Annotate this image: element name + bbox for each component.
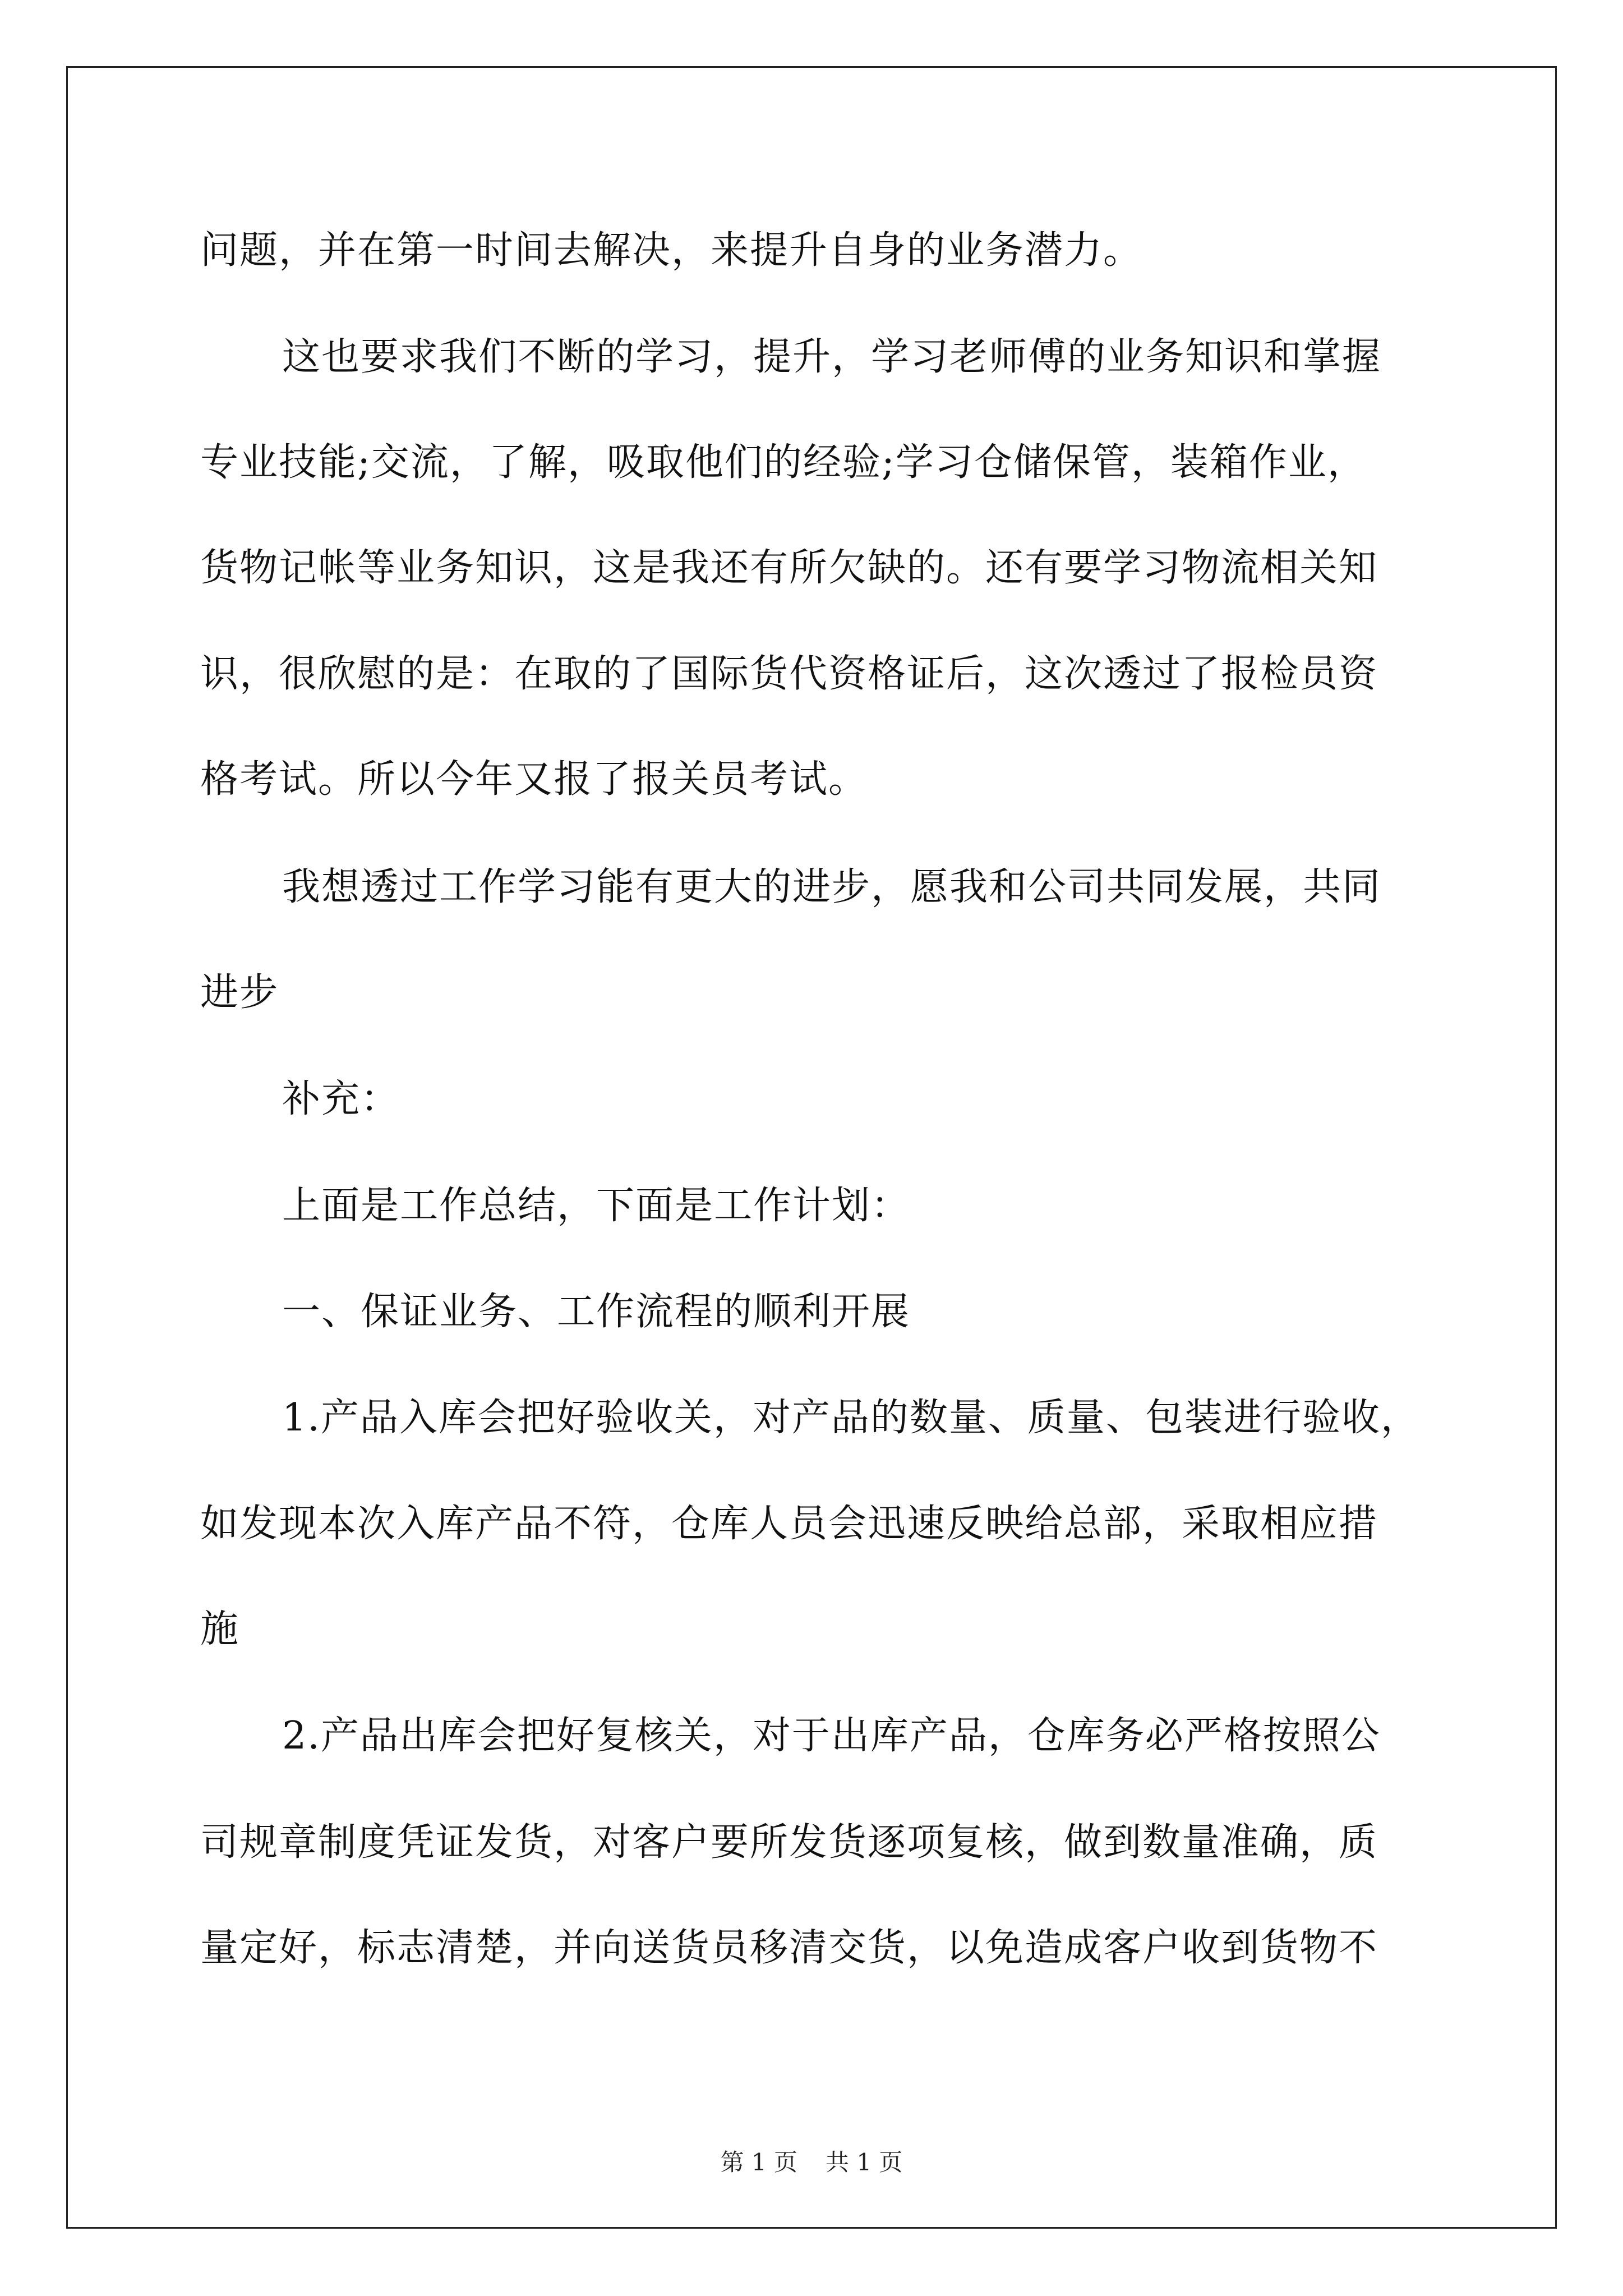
- paragraph-line: 补充：: [282, 1077, 400, 1121]
- page-number: 第 1 页: [720, 2148, 797, 2176]
- text-line: 司规章制度凭证发货，对客户要所发货逐项复核，做到数量准确，质: [200, 1820, 1378, 1865]
- text-line: 货物记帐等业务知识，这是我还有所欠缺的。还有要学习物流相关知: [200, 546, 1378, 590]
- text-line: 如发现本次入库产品不符，仓库人员会迅速反映给总部，采取相应措: [200, 1502, 1378, 1546]
- text-line: 进步: [200, 970, 279, 1015]
- text-line: 量定好，标志清楚，并向送货员移清交货，以免造成客户收到货物不: [200, 1926, 1378, 1970]
- list-item-line: 1.产品入库会把好验收关，对产品的数量、质量、包装进行验收，: [282, 1396, 1420, 1440]
- page-border: [66, 66, 1557, 2229]
- text-line: 格考试。所以今年又报了报关员考试。: [200, 757, 868, 802]
- paragraph-line: 上面是工作总结，下面是工作计划：: [282, 1184, 911, 1228]
- text-line: 施: [200, 1607, 240, 1651]
- page-footer: [0, 2148, 1623, 2177]
- paragraph-line: 我想透过工作学习能有更大的进步，愿我和公司共同发展，共同: [282, 865, 1382, 909]
- page-total: 共 1 页: [826, 2148, 903, 2176]
- text-line: 识，很欣慰的是：在取的了国际货代资格证后，这次透过了报检员资: [200, 652, 1378, 696]
- text-line: 专业技能;交流，了解，吸取他们的经验;学习仓储保管，装箱作业，: [200, 440, 1367, 485]
- section-heading: 一、保证业务、工作流程的顺利开展: [282, 1290, 911, 1334]
- paragraph-line: 这也要求我们不断的学习，提升，学习老师傅的业务知识和掌握: [282, 335, 1382, 379]
- list-item-line: 2.产品出库会把好复核关，对于出库产品，仓库务必严格按照公: [282, 1714, 1381, 1758]
- text-line: 问题，并在第一时间去解决，来提升自身的业务潜力。: [200, 228, 1143, 273]
